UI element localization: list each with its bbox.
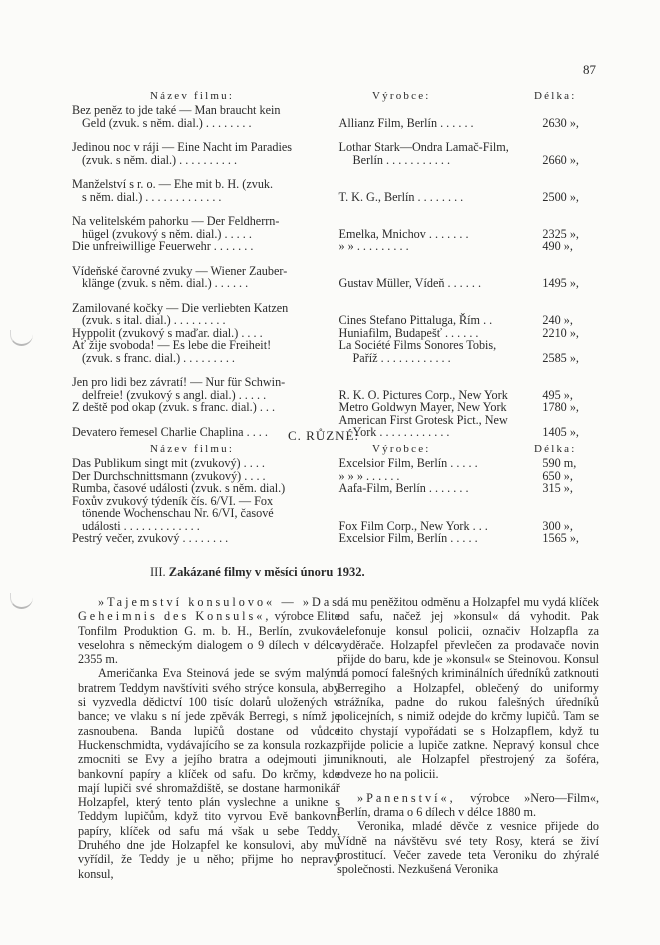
film-length: 495 », — [542, 387, 573, 402]
paragraph-text: výrobce Elite Tonfilm Produktion G. m. b. H., Berlín, zvuková veselohra s německým dialogem o 9 dílech v délce 2355 m. — [78, 609, 341, 667]
punch-hole-mark — [10, 593, 33, 609]
section-number: III. — [150, 565, 166, 579]
paragraph — [337, 791, 599, 820]
producer-line: Excelsior Film, Berlín . . . . . — [338, 456, 478, 470]
film-length: 2660 », — [542, 152, 579, 167]
film-length: 490 », — [542, 239, 573, 253]
section-c-heading: C. RŮZNÉ: — [288, 428, 360, 443]
film-title-line: Geld (zvuk. s něm. dial.) . . . . . . . . — [82, 115, 252, 130]
film-title — [72, 376, 333, 401]
producer — [333, 277, 543, 290]
film-title-line: (zvuk. s něm. dial.) . . . . . . . . . . — [82, 152, 238, 167]
film-title-line: události . . . . . . . . . . . . . — [82, 518, 200, 533]
producer-line: » » . . . . . . . . . — [338, 239, 409, 253]
producer — [333, 314, 543, 327]
producer-line: Huniafilm, Budapešť . . . . . . — [338, 325, 479, 340]
producer-line: R. K. O. Pictures Corp., New York — [338, 387, 508, 402]
text-column-right — [337, 595, 599, 877]
header-length: Délka: — [534, 443, 577, 455]
film-title-line: (zvuk. s ital. dial.) . . . . . . . . . — [82, 313, 226, 327]
film-title — [72, 141, 333, 166]
film-title-line: Zamilované kočky — Die verliebten Katzen — [72, 300, 289, 315]
film-title — [72, 482, 333, 495]
film-title-line: Rumba, časové události (zvuk. s něm. dial.) — [72, 481, 286, 495]
table-row — [72, 532, 612, 545]
film-title-line: Das Publikum singt mit (zvukový) . . . . — [72, 456, 265, 470]
film-length: 2500 », — [542, 189, 579, 204]
paragraph — [78, 595, 340, 666]
film-title-line: Bez peněz to jde také — Man braucht kein — [72, 103, 281, 117]
film-title-line: delfreie! (zvukový s angl. dial.) . . . . . — [82, 387, 267, 402]
producer-line: Lothar Stark—Ondra Lamač-Film, — [338, 140, 509, 154]
table-row — [72, 215, 612, 240]
table-body — [72, 104, 612, 439]
producer-line: La Société Films Sonores Tobis, — [338, 338, 497, 352]
table-row — [72, 240, 612, 253]
table-header — [72, 443, 612, 457]
section-iii-heading — [150, 565, 365, 580]
film-length: 1405 », — [542, 425, 579, 439]
film-length: 2325 », — [542, 226, 579, 241]
producer — [333, 482, 543, 495]
film-title-line: Der Durchschnittsmann (zvukový) . . . . — [72, 468, 266, 483]
film-title-line: Jedinou noc v ráji — Eine Nacht im Paradies — [72, 140, 292, 154]
table-row — [72, 457, 612, 470]
film-title-spaced: »Tajemství konsulovo« — »Das Geheimnis des Konsuls«, — [78, 595, 340, 624]
film-length: 300 », — [542, 518, 573, 533]
producer-line: » » » . . . . . . — [338, 468, 400, 483]
page-number: 87 — [583, 62, 596, 77]
film-title — [72, 240, 333, 253]
film-title-line: Manželství s r. o. — Ehe mit b. H. (zvuk. — [72, 177, 274, 191]
producer-line: Excelsior Film, Berlín . . . . . — [338, 531, 478, 545]
film-title-line: s něm. dial.) . . . . . . . . . . . . . — [82, 189, 222, 204]
film-title — [72, 495, 333, 533]
producer — [333, 414, 543, 439]
film-title-line: Ať žije svoboda! — Es lebe die Freiheit! — [72, 338, 272, 352]
film-title-spaced: »Panenství«, — [357, 790, 456, 805]
table-row — [72, 141, 612, 166]
table-header — [72, 90, 612, 104]
producer — [333, 401, 543, 414]
section-title: Zakázané filmy v měsíci únoru 1932. — [168, 565, 365, 579]
producer — [333, 532, 543, 545]
producer-line: T. K. G., Berlín . . . . . . . . — [338, 189, 464, 204]
film-title-line: hügel (zvukový s něm. dial.) . . . . . — [82, 226, 252, 241]
film-title-line: Pestrý večer, zvukový . . . . . . . . — [72, 531, 229, 545]
text-column-left — [78, 595, 340, 881]
producer-line: Gustav Müller, Vídeň . . . . . . — [338, 276, 482, 290]
film-table-approved — [72, 90, 612, 439]
film-length: 2585 », — [542, 350, 579, 365]
film-title-line: Hyppolit (zvukový s maďar. dial.) . . . . — [72, 325, 263, 340]
table-row — [72, 178, 612, 203]
producer — [333, 117, 543, 130]
paragraph: Američanka Eva Steinová jede se svým malým bratrem Teddym navštíviti svého strýce konsula, aby si vyzvedla dědictví 100 tisíc dolarů uložených v bance; ve vlaku s ní jede zpěvák Berregi, s nímž je zasnoubena. Banda lupičů dostane od vůdce Huckenschmidta, vydávajícího se za konsula rozkaz, zmocniti se Evy a jejího bratra a odejmouti jim bankovní papíry a klíček od safu. Do krčmy, kde mají lupiči své shromaždiště, se dostane harmonikář Holzapfel, který tento plán vyslechne a unikne s Teddym lupičům, když tito vyrvou Evě bankovní papíry, klíček od safu má však u sebe Teddy. Druhého dne jde Holzapfel ke konsulovi, aby mu vyřídil, že Teddy je u něho; přijme ho nepravý konsul, — [78, 666, 340, 881]
film-title-line: (zvuk. s franc. dial.) . . . . . . . . . — [82, 350, 235, 365]
table-body — [72, 457, 612, 545]
film-title — [72, 215, 333, 240]
header-title: Název filmu: — [150, 90, 235, 102]
film-title — [72, 339, 333, 364]
film-title-line: Jen pro lidi bez závratí! — Nur für Schwin- — [72, 375, 286, 389]
film-title — [72, 104, 333, 129]
table-row — [72, 104, 612, 129]
producer-line: American First Grotesk Pict., New — [338, 412, 508, 427]
producer-line: Aafa-Film, Berlín . . . . . . . — [338, 481, 469, 495]
table-row — [72, 376, 612, 401]
film-length: 590 m, — [542, 456, 577, 470]
producer — [333, 191, 543, 204]
header-producer: Výrobce: — [372, 90, 431, 102]
producer-line: Fox Film Corp., New York . . . — [338, 518, 488, 533]
table-row — [72, 482, 612, 495]
film-title-line: tönende Wochenschau Nr. 6/VI, časové — [82, 506, 274, 520]
producer — [333, 141, 543, 166]
header-length: Délka: — [534, 90, 577, 102]
film-title — [72, 178, 333, 203]
film-length: 2210 », — [542, 325, 579, 340]
paragraph-text: výrobce »Nero—Film«, Berlín, drama o 6 dílech v délce 1880 m. — [337, 790, 599, 820]
film-title-line: Devatero řemesel Charlie Chaplina . . . . — [72, 425, 268, 439]
film-length: 650 », — [542, 468, 573, 483]
film-title-line: Vídeňské čarovné zvuky — Wiener Zauber- — [72, 263, 288, 278]
table-row — [72, 495, 612, 533]
producer-line: York . . . . . . . . . . . . — [352, 425, 450, 439]
table-row — [72, 302, 612, 327]
producer-line: Cines Stefano Pittaluga, Řím . . — [338, 313, 493, 327]
film-title — [72, 302, 333, 327]
film-length: 1495 », — [542, 276, 579, 290]
producer-line: Allianz Film, Berlín . . . . . . — [338, 115, 474, 130]
producer-line: Berlín . . . . . . . . . . . — [352, 152, 451, 167]
producer-line: Paříž . . . . . . . . . . . . — [352, 350, 451, 365]
film-table-misc — [72, 443, 612, 545]
film-title — [72, 401, 333, 414]
producer-line: Emelka, Mnichov . . . . . . . — [338, 226, 469, 241]
film-length: 315 », — [542, 481, 573, 495]
paragraph: dá mu peněžitou odměnu a Holzapfel mu vydá klíček od safu, načež jej »konsul« dá vyhodit. Pak telefonuje konsul policii, označiv Holzapfla za vyděrače. Holzapfel převlečen za prodavače novin přijde do baru, kde je »konsul« se Steinovou. Konsul dá pomocí falešných kriminálních úředníků zatknouti Berregiho a Holzapfel, oblečený do uniformy strážníka, padne do rukou falešných úředníků policejních, s nimiž odejde do krčmy lupičů. Tam se tito chystají vypořádati se s Holzapflem, když tu přijde policie a lupiče zatkne. Nepravý konsul chce uniknouti, ale Holzapfel přestrojený za šoféra, odveze ho na policii. — [337, 595, 599, 781]
film-title-line: klänge (zvuk. s něm. dial.) . . . . . . — [82, 276, 249, 290]
film-title-line: Foxův zvukový týdeník čís. 6/VI. — Fox — [72, 493, 274, 508]
film-length: 240 », — [542, 313, 573, 327]
producer — [333, 457, 543, 470]
film-length: 1780 », — [542, 400, 579, 414]
film-title — [72, 265, 333, 290]
film-title — [72, 532, 333, 545]
producer — [333, 339, 543, 364]
header-title: Název filmu: — [150, 443, 235, 455]
table-row — [72, 265, 612, 290]
table-row — [72, 401, 612, 414]
film-title-line: Z deště pod okap (zvuk. s franc. dial.) . . . — [72, 400, 276, 414]
producer-line: Metro Goldwyn Mayer, New York — [338, 400, 507, 414]
film-title-line: Na velitelském pahorku — Der Feldherrn- — [72, 214, 280, 228]
film-title-line: Die unfreiwillige Feuerwehr . . . . . . . — [72, 239, 254, 253]
producer — [333, 240, 543, 253]
film-title — [72, 457, 333, 470]
film-length: 1565 », — [542, 531, 579, 545]
header-producer: Výrobce: — [372, 443, 431, 455]
film-length: 2630 », — [542, 115, 579, 130]
punch-hole-mark — [10, 330, 33, 346]
table-row — [72, 339, 612, 364]
paragraph: Veronika, mladé děvče z vesnice přijede do Vídně na návštěvu své tety Rosy, která se živí prostitucí. Večer zavede teta Veroniku do zhýralé společnosti. Nezkušená Veronika — [337, 819, 599, 877]
